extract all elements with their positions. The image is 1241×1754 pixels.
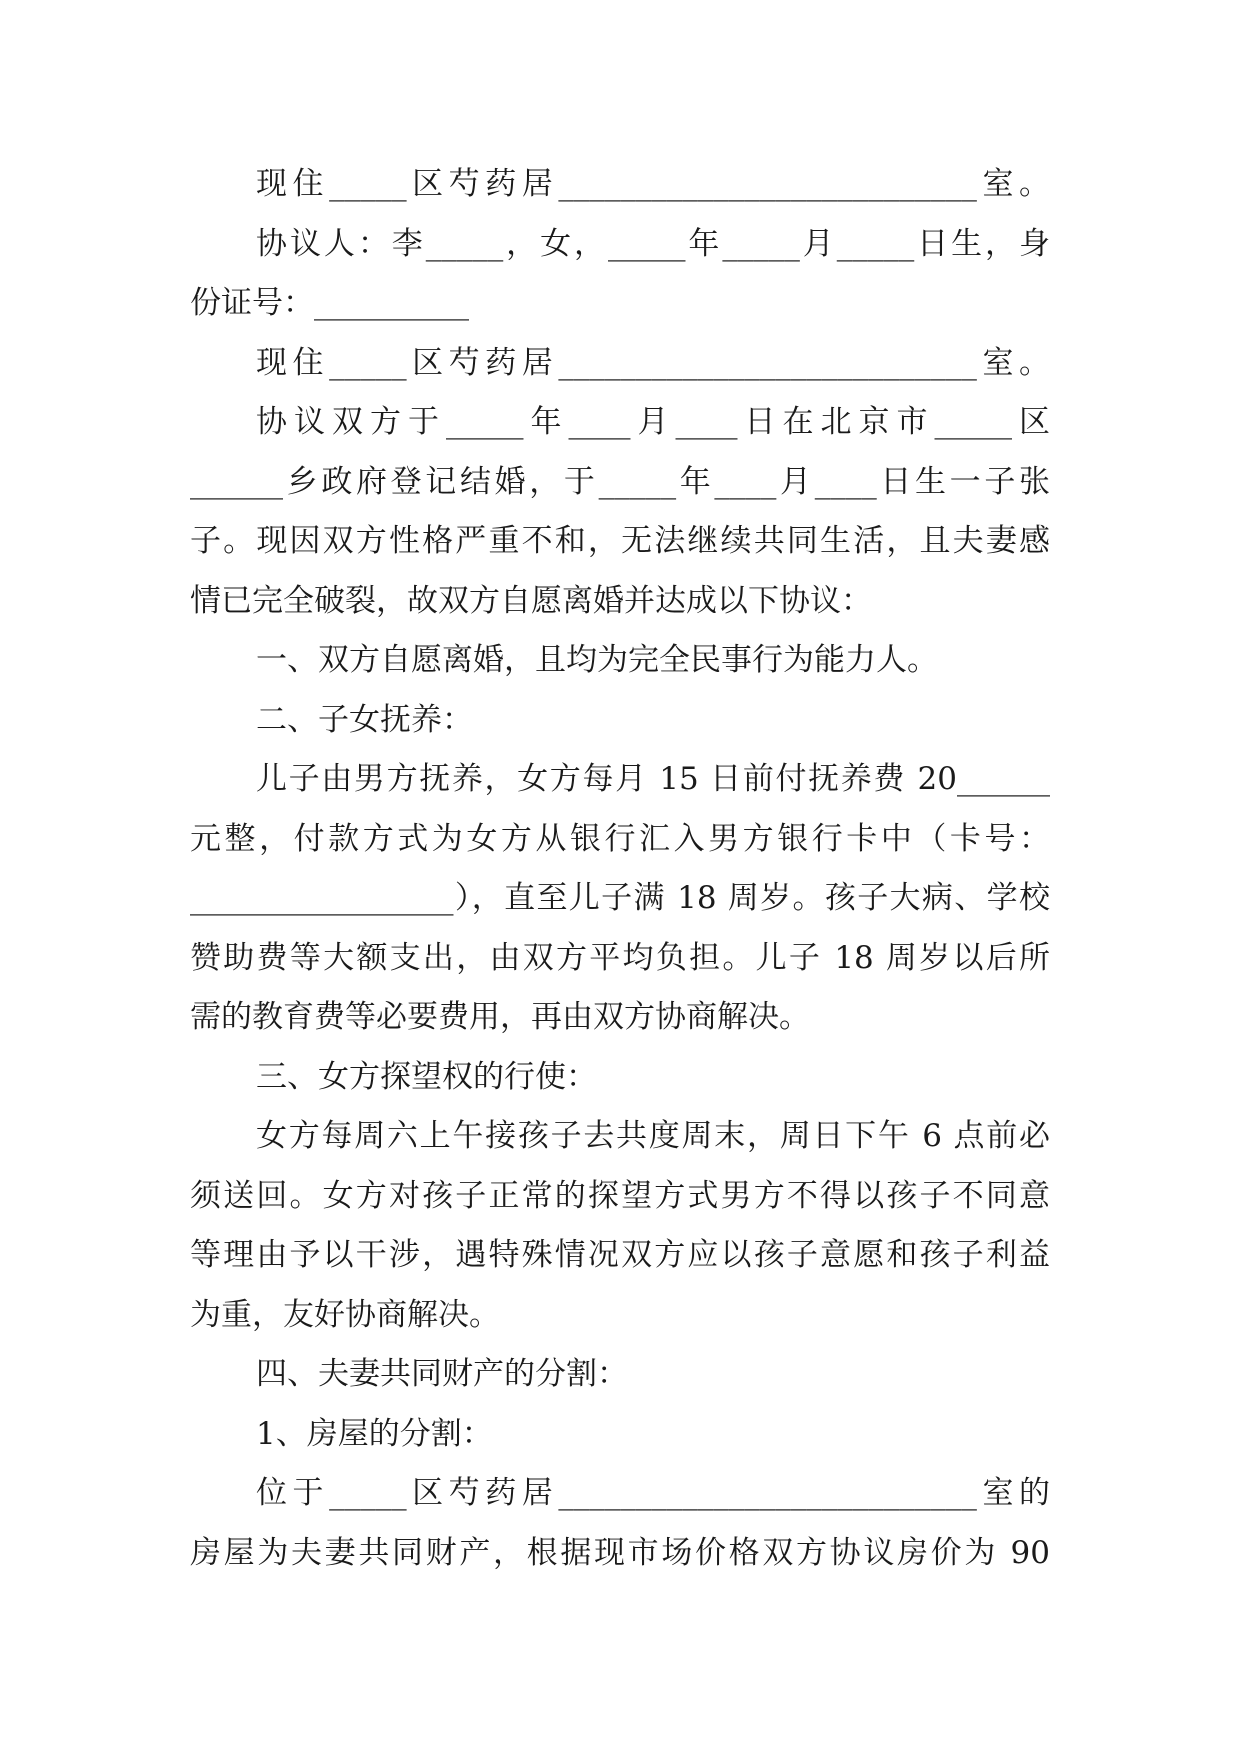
document-body (190, 155, 1050, 1583)
text-line: 现住_____区芍药居___________________________室。 (256, 344, 1050, 381)
text-line: 女方每周六上午接孩子去共度周末，周日下午 6 点前必 (256, 1118, 1050, 1154)
text-line: 协议双方于_____年____月____日在北京市_____区 (256, 404, 1050, 440)
text-line: 子。现因双方性格严重不和，无法继续共同生活，且夫妻感 (190, 523, 1050, 559)
text-line: 三、女方探望权的行使： (256, 1058, 597, 1095)
text-line: 等理由予以干涉，遇特殊情况双方应以孩子意愿和孩子利益 (190, 1237, 1050, 1273)
text-line: 房屋为夫妻共同财产，根据现市场价格双方协议房价为 90 (190, 1534, 1050, 1571)
text-line: 元整，付款方式为女方从银行汇入男方银行卡中（卡号： (190, 820, 1050, 857)
text-line: 一、双方自愿离婚，且均为完全民事行为能力人。 (256, 642, 938, 678)
text-line: 位于_____区芍药居___________________________室的 (256, 1475, 1050, 1511)
text-line: 1、房屋的分割： (256, 1415, 493, 1452)
text-line: 现住_____区芍药居___________________________室。 (256, 166, 1050, 202)
text-line: 情已完全破裂，故双方自愿离婚并达成以下协议： (190, 582, 872, 619)
text-line: 二、子女抚养： (256, 701, 473, 738)
text-line: _________________），直至儿子满 18 周岁。孩子大病、学校 (190, 880, 1050, 916)
text-line: 需的教育费等必要费用，再由双方协商解决。 (190, 999, 810, 1035)
text-line: 为重，友好协商解决。 (190, 1296, 500, 1333)
text-line: 须送回。女方对孩子正常的探望方式男方不得以孩子不同意 (190, 1177, 1050, 1214)
text-line: 儿子由男方抚养，女方每月 15 日前付抚养费 20______ (256, 761, 1050, 797)
document-page (190, 155, 1050, 1583)
text-line: 份证号：__________ (190, 285, 469, 321)
text-line: 协议人：李_____，女，_____年_____月_____日生，身 (256, 225, 1050, 262)
text-line: 赞助费等大额支出，由双方平均负担。儿子 18 周岁以后所 (190, 939, 1050, 976)
text-line: 四、夫妻共同财产的分割： (256, 1356, 628, 1392)
text-line: ______乡政府登记结婚，于_____年____月____日生一子张 (190, 463, 1050, 500)
